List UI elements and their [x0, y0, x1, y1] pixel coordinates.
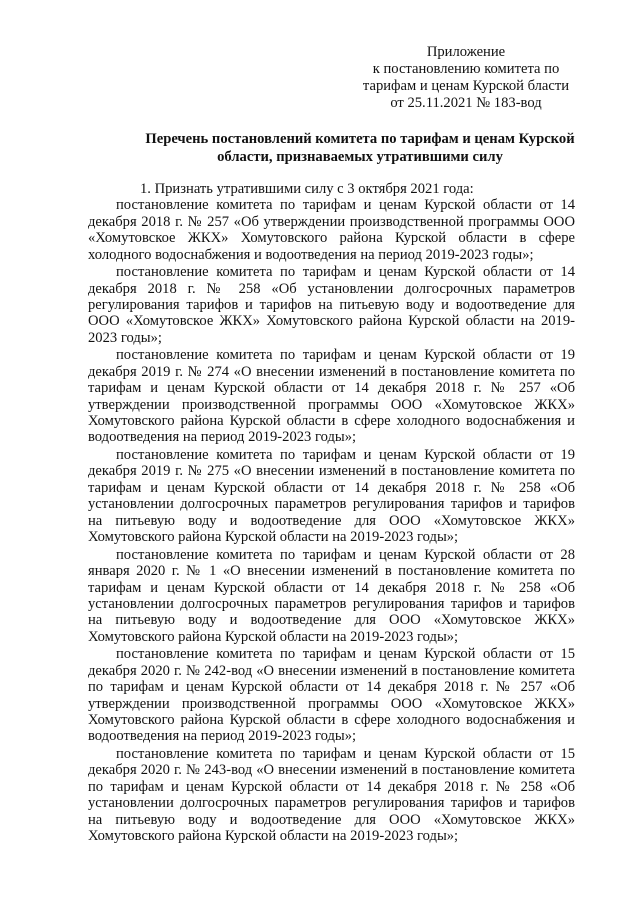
document-title: [120, 130, 600, 166]
list-item: постановление комитета по тарифам и ценам Курской области от 28 января 2020 г. № 1 «О внесении изменений в постановление комитета по тарифам и ценам Курской области от 14 декабря 2018 г. № 258 «Об установлении долгосрочных параметров регулирования тарифов и тарифов на питьевую воду и водоотведение для ООО «Хомутовское ЖКХ» Хомутовского района Курской области на 2019-2023 годы»;: [88, 546, 575, 645]
appendix-line-1: Приложение: [426, 44, 506, 60]
appendix-line-4: от 25.11.2021 № 183-вод: [390, 95, 542, 111]
title-line-1: Перечень постановлений комитета по тарифам и ценам Курской: [145, 131, 575, 147]
list-item: постановление комитета по тарифам и ценам Курской области от 15 декабря 2020 г. № 243-вод «О внесении изменений в постановление комитета по тарифам и ценам Курской области от 14 декабря 2018 г. № 258 «Об установлении долгосрочных параметров регулирования тарифов и тарифов на питьевую воду и водоотведение для ООО «Хомутовское ЖКХ» Хомутовского района Курской области на 2019-2023 годы»;: [88, 745, 575, 844]
section-heading: 1. Признать утратившими силу с 3 октября 2021 года:: [140, 181, 474, 197]
list-item: постановление комитета по тарифам и ценам Курской области от 19 декабря 2019 г. № 274 «О внесении изменений в постановление комитета по тарифам и ценам Курской области от 14 декабря 2018 г. № 257 «Об утверждении производственной программы ООО «Хомутовское ЖКХ» Хомутовского района Курской области в сфере холодного водоснабжения и водоотведения на период 2019-2023 годы»;: [88, 347, 575, 446]
list-item: постановление комитета по тарифам и ценам Курской области от 19 декабря 2019 г. № 275 «О внесении изменений в постановление комитета по тарифам и ценам Курской области от 14 декабря 2018 г. № 258 «Об установлении долгосрочных параметров регулирования тарифов и тарифов на питьевую воду и водоотведение для ООО «Хомутовское ЖКХ» Хомутовского района Курской области на 2019-2023 годы»;: [88, 447, 575, 546]
appendix-line-3: тарифам и ценам Курской бласти: [362, 78, 570, 94]
list-item: постановление комитета по тарифам и ценам Курской области от 14 декабря 2018 г. № 258 «Об установлении долгосрочных параметров регулирования тарифов и тарифов на питьевую воду и водоотведение для ООО «Хомутовское ЖКХ» Хомутовского района Курской области на 2019-2023 годы»;: [88, 264, 575, 346]
title-line-2: области, признаваемых утратившими силу: [217, 149, 503, 165]
appendix-header: [330, 44, 602, 112]
list-item: постановление комитета по тарифам и ценам Курской области от 15 декабря 2020 г. № 242-вод «О внесении изменений в постановление комитета по тарифам и ценам Курской области от 14 декабря 2018 г. № 257 «Об утверждении производственной программы ООО «Хомутовское ЖКХ» Хомутовского района Курской области в сфере холодного водоснабжения и водоотведения на период 2019-2023 годы»;: [88, 646, 575, 745]
list-item: постановление комитета по тарифам и ценам Курской области от 14 декабря 2018 г. № 257 «Об утверждении производственной программы ООО «Хомутовское ЖКХ» Хомутовского района Курской области в сфере холодного водоснабжения и водоотведения на период 2019-2023 годы»;: [88, 197, 575, 263]
document-body: [88, 181, 575, 846]
appendix-line-2: к постановлению комитета по: [372, 61, 560, 77]
